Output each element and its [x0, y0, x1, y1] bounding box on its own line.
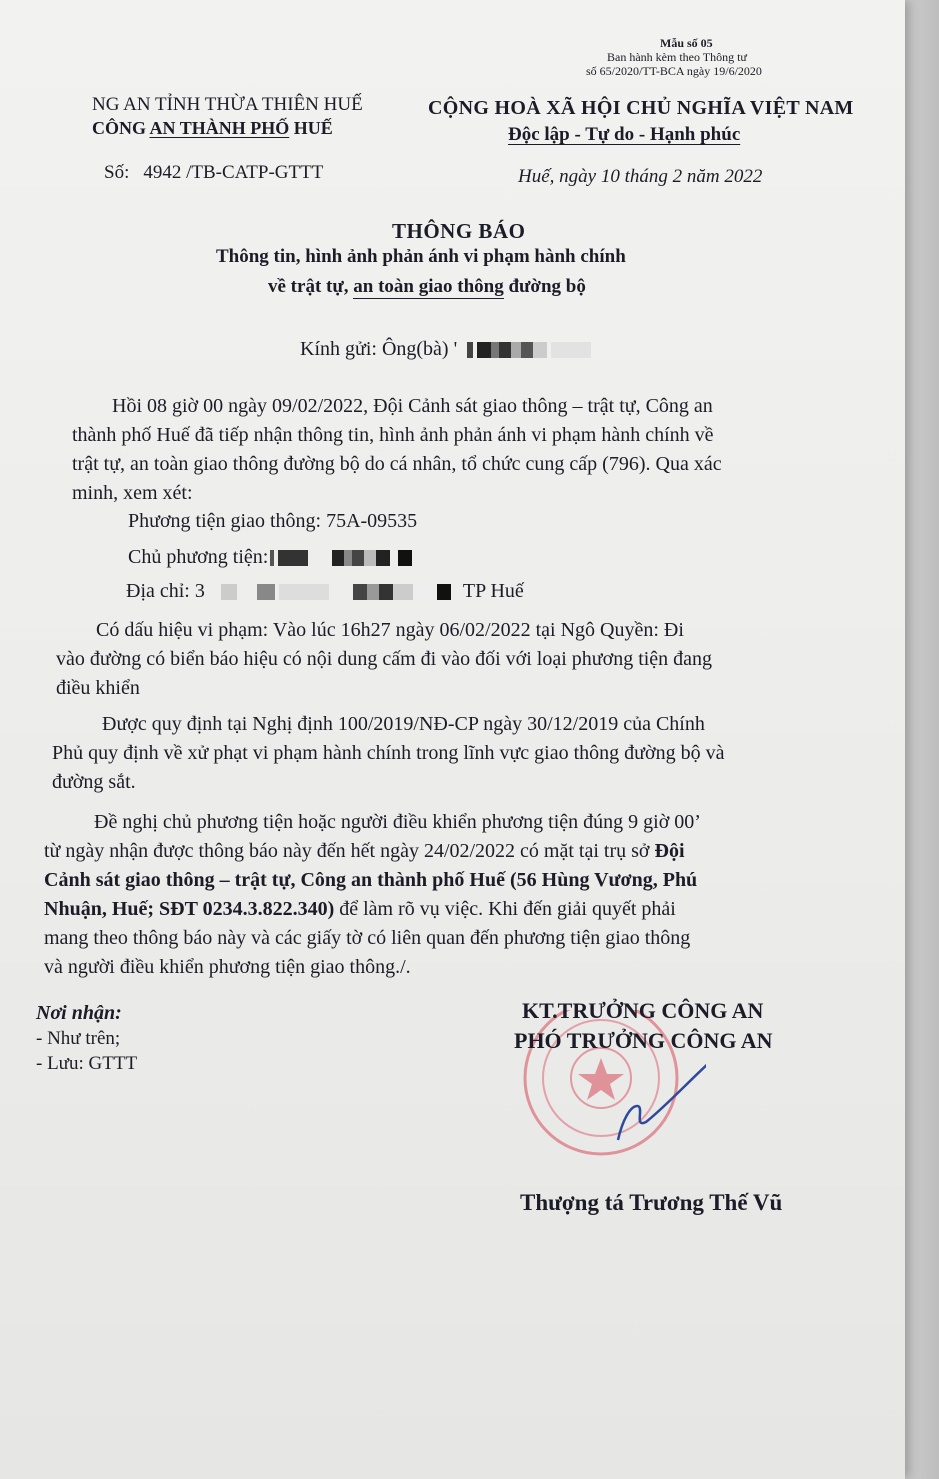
redaction: [278, 550, 308, 566]
document-title: THÔNG BÁO: [392, 219, 526, 243]
redaction: [332, 550, 390, 566]
issuing-org-parent: NG AN TỈNH THỪA THIÊN HUẾ: [92, 94, 363, 115]
redaction: [467, 342, 473, 358]
form-issued-line2: số 65/2020/TT-BCA ngày 19/6/2020: [586, 64, 762, 78]
signer-name: Thượng tá Trương Thế Vũ: [520, 1190, 783, 1215]
redaction: [270, 550, 274, 566]
document-subtitle-2: về trật tự, an toàn giao thông đường bộ: [268, 276, 586, 297]
recipients-title: Nơi nhận:: [36, 1002, 122, 1024]
redaction: [398, 550, 412, 566]
nation-title: CỘNG HOÀ XÃ HỘI CHỦ NGHĨA VIỆT NAM: [428, 97, 854, 119]
redaction: [437, 584, 451, 600]
redaction: [353, 584, 433, 600]
paragraph-receipt: Hồi 08 giờ 00 ngày 09/02/2022, Đội Cảnh sát giao thông – trật tự, Công an thành phố Huế đã tiếp nhận thông tin, hình ảnh phản ánh vi phạm hành chính về trật tự, an toàn giao thông đường bộ do cá nhân, tổ chức cung cấp (796). Qua xác minh, xem xét:: [72, 395, 722, 504]
redaction: [551, 342, 591, 358]
redaction: [221, 584, 237, 600]
document-subtitle-1: Thông tin, hình ảnh phản ánh vi phạm hành chính: [216, 246, 626, 267]
greeting: Kính gửi: Ông(bà) ': [300, 338, 591, 361]
document-number: Số: 4942 /TB-CATP-GTTT: [104, 162, 324, 183]
vehicle-plate: Phương tiện giao thông: 75A-09535: [128, 510, 418, 532]
form-issued-line1: Ban hành kèm theo Thông tư: [607, 50, 747, 64]
recipients-block: [36, 1002, 137, 1075]
signature-title-2: PHÓ TRƯỞNG CÔNG AN: [514, 1028, 773, 1053]
redaction: [279, 584, 329, 600]
signature-title-1: KT.TRƯỞNG CÔNG AN: [522, 998, 764, 1023]
paragraph-violation: Có dấu hiệu vi phạm: Vào lúc 16h27 ngày 06/02/2022 tại Ngô Quyền: Đi vào đường có biển báo hiệu có nội dung cấm đi vào đối với loại phương tiện đang điều khiển: [56, 619, 713, 699]
issuing-org: CÔNG AN THÀNH PHỐ HUẾ: [92, 118, 333, 138]
paragraph-regulation: Được quy định tại Nghị định 100/2019/NĐ-CP ngày 30/12/2019 của Chính Phủ quy định về xử phạt vi phạm hành chính trong lĩnh vực giao thông đường bộ và đường sắt.: [52, 713, 725, 793]
owner-address: Địa chỉ: 3 TP Huế: [126, 580, 524, 602]
motto: Độc lập - Tự do - Hạnh phúc: [508, 124, 741, 145]
document-date: Huế, ngày 10 tháng 2 năm 2022: [518, 166, 763, 187]
recipient-item: - Lưu: GTTT: [36, 1053, 138, 1074]
vehicle-owner: Chủ phương tiện:: [128, 546, 412, 569]
redaction: [257, 584, 275, 600]
recipient-item: - Như trên;: [36, 1028, 121, 1049]
redaction: [477, 342, 547, 358]
form-number: Mẫu số 05: [660, 36, 713, 50]
paragraph-request: Đề nghị chủ phương tiện hoặc người điều khiển phương tiện đúng 9 giờ 00’ từ ngày nhận được thông báo này đến hết ngày 24/02/2022 có mặt tại trụ sở Đội Cảnh sát giao thông – trật tự, Công an thành phố Huế (56 Hùng Vương, Phú Nhuận, Huế; SĐT 0234.3.822.340) để làm rõ vụ việc. Khi đến giải quyết phải mang theo thông báo này và các giấy tờ có liên quan đến phương tiện giao thông và người điều khiển phương tiện giao thông./.: [44, 811, 701, 978]
